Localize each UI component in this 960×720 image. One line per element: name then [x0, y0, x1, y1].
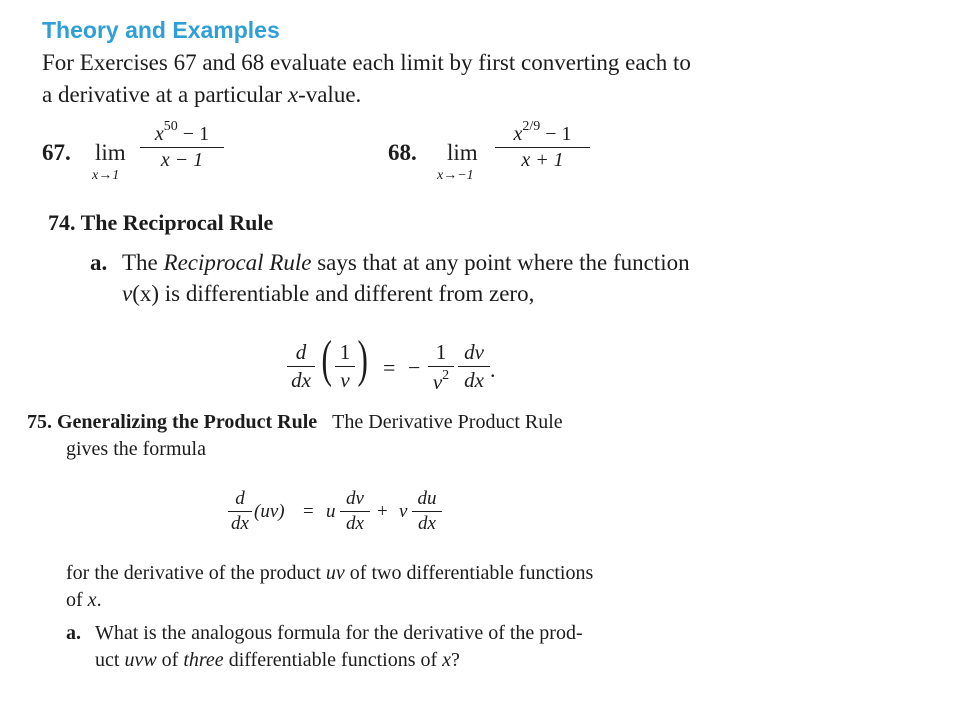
equals-sign: = — [383, 355, 396, 380]
fraction: $x^{2/9} - 1$ x + 1 — [495, 119, 590, 172]
d-dx-fraction: d dx — [228, 488, 252, 535]
exercise-number: 67. — [42, 140, 71, 165]
fraction-bar — [228, 511, 252, 512]
part-a-label: a. — [66, 622, 81, 644]
formula-period: . — [490, 357, 496, 382]
intro-line-1: For Exercises 67 and 68 evaluate each limit by first converting each to — [42, 50, 691, 75]
reciprocal-text-1: The Reciprocal Rule says that at any point where the function — [122, 250, 690, 275]
d-dx-fraction: d dx — [287, 340, 315, 393]
exercise-75-header: 75. Generalizing the Product Rule The Derivative Product Rule — [27, 411, 563, 433]
fraction-bar — [458, 366, 490, 367]
dv-dx-fraction: dv dx — [340, 488, 370, 535]
equals-sign: = — [303, 501, 314, 522]
lim-subscript: x→−1 — [437, 168, 474, 183]
u-term: u — [326, 501, 336, 522]
fraction-bar — [335, 366, 355, 367]
v-term: v — [399, 501, 408, 522]
one-over-v-squared-fraction: 1 $v^2$ — [428, 340, 454, 395]
fraction: $x^{50} - 1$ x − 1 — [140, 119, 224, 172]
part-a-line-1: What is the analogous formula for the derivative of the prod- — [95, 622, 583, 644]
reciprocal-text-2: v(x) is differentiable and different from zero, — [122, 281, 535, 306]
fraction-bar — [140, 147, 224, 148]
right-paren: ) — [357, 331, 368, 388]
exercise-74-header: 74. The Reciprocal Rule — [48, 210, 274, 235]
lim-label: lim — [95, 140, 126, 165]
fraction-bar — [287, 366, 315, 367]
plus-sign: + — [377, 501, 388, 522]
fraction-bar — [412, 511, 442, 512]
section-heading: Theory and Examples — [42, 17, 280, 43]
lim-label: lim — [447, 140, 478, 165]
part-a-line-2: uct uvw of three differentiable functions of x? — [95, 649, 460, 671]
exercise-75-line-2: gives the formula — [66, 438, 206, 460]
intro-line-2: a derivative at a particular x-value. — [42, 82, 362, 107]
product-explanation-2: of x. — [66, 589, 102, 611]
one-over-v-fraction: 1 v — [335, 340, 355, 393]
exercise-number: 68. — [388, 140, 417, 165]
fraction-bar — [428, 366, 454, 367]
left-paren: ( — [321, 331, 332, 388]
du-dx-fraction: du dx — [412, 488, 442, 535]
dv-dx-fraction: dv dx — [458, 340, 490, 393]
fraction-bar — [495, 147, 590, 148]
uv-term: (uv) — [254, 501, 285, 522]
lim-subscript: x→1 — [92, 168, 120, 183]
product-explanation-1: for the derivative of the product uv of two differentiable functions — [66, 562, 594, 584]
minus-sign: − — [408, 355, 421, 380]
fraction-bar — [340, 511, 370, 512]
part-a-label: a. — [90, 250, 108, 275]
